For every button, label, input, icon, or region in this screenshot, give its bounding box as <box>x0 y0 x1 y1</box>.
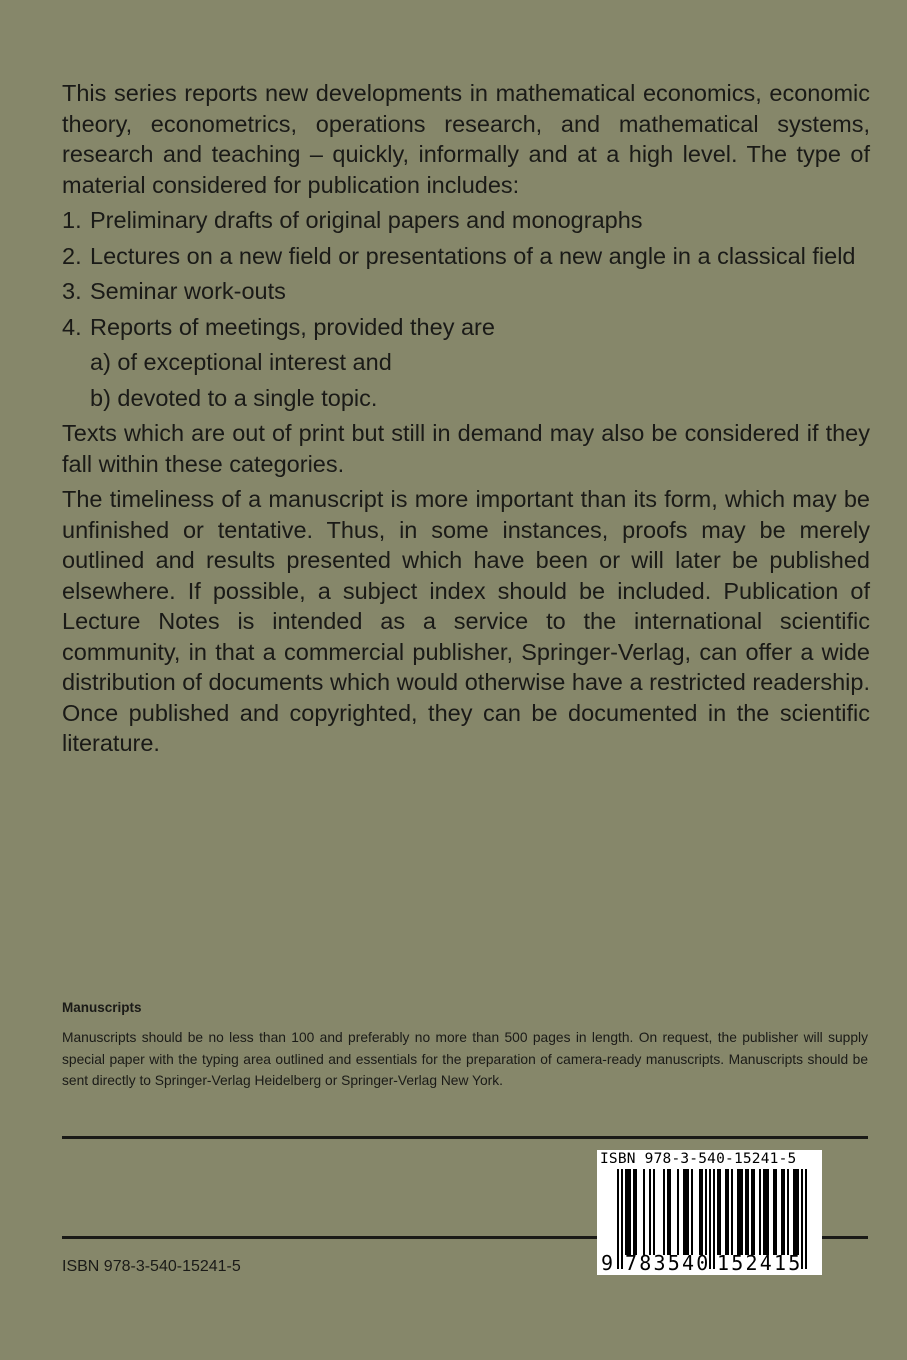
barcode-bar <box>653 1169 655 1255</box>
barcode-bar <box>717 1169 719 1255</box>
barcode-bar <box>625 1169 627 1255</box>
barcode-bar <box>741 1169 743 1255</box>
isbn-footer: ISBN 978-3-540-15241-5 <box>62 1258 241 1275</box>
barcode-bar <box>725 1169 727 1255</box>
barcode-bar <box>663 1169 665 1255</box>
barcode-bar <box>759 1169 761 1255</box>
list-item <box>62 312 870 343</box>
barcode-bar <box>795 1169 797 1255</box>
barcode-bar <box>727 1169 729 1255</box>
barcode-bar <box>667 1169 669 1255</box>
barcode-bar <box>643 1169 645 1255</box>
list-text: Reports of meetings, provided they are <box>90 313 495 340</box>
list-item <box>62 205 870 236</box>
out-of-print-paragraph: Texts which are out of print but still in demand may also be considered if they fall within these categories. <box>62 420 870 477</box>
barcode-bar <box>787 1169 789 1255</box>
barcode-bar <box>781 1169 783 1255</box>
manuscripts-heading: Manuscripts <box>62 1000 142 1015</box>
barcode-bar <box>765 1169 767 1255</box>
list-number: 1. <box>62 207 82 233</box>
barcode-bar <box>719 1169 721 1255</box>
list-number: 2. <box>62 242 82 269</box>
barcode-bar <box>763 1169 765 1255</box>
sub-list-item: b) devoted to a single topic. <box>90 384 378 411</box>
barcode-bar <box>753 1169 755 1255</box>
barcode-bar <box>731 1169 733 1255</box>
list-item <box>62 241 870 272</box>
barcode-digit-group: 783540 <box>625 1251 711 1275</box>
list-item <box>62 276 870 307</box>
barcode-bar <box>751 1169 753 1255</box>
barcode-bar <box>685 1169 687 1255</box>
barcode-bar <box>805 1169 807 1269</box>
divider <box>62 1136 868 1139</box>
barcode-bar <box>649 1169 651 1255</box>
barcode-bar <box>747 1169 749 1255</box>
barcode-bar <box>767 1169 769 1255</box>
list-text: Lectures on a new field or presentations of a new angle in a classical field <box>90 242 856 269</box>
barcode-bar <box>677 1169 679 1255</box>
barcode-bar <box>627 1169 629 1255</box>
timeliness-paragraph: The timeliness of a manuscript is more important than its form, which may be unfinished or tentative. Thus, in some instances, proofs may be merely outlined and results presented which have been or will later be published elsewhere. If possible, a subject index should be included. Publication of Lecture Notes is intended as a service to the international scientific community, in that a commercial publisher, Springer-Verlag, can offer a wide distribution of documents which would otherwise have a restricted readership. Once published and copyrighted, they can be documented in the scientific literature. <box>62 486 870 756</box>
barcode-isbn-label: ISBN 978-3-540-15241-5 <box>600 1151 797 1167</box>
barcode-bar <box>775 1169 777 1255</box>
barcode-bar <box>793 1169 795 1255</box>
barcode-bar <box>687 1169 689 1255</box>
intro-paragraph: This series reports new developments in mathematical economics, economic theory, econometrics, operations research, and mathematical systems, research and teaching – quickly, informally and at a high level. The type of material considered for publication includes: <box>62 80 870 198</box>
barcode-digit-group: 152415 <box>717 1251 803 1275</box>
barcode-bar <box>633 1169 635 1255</box>
barcode-bar <box>773 1169 775 1255</box>
barcode-bar <box>737 1169 739 1255</box>
barcode-bar <box>683 1169 685 1255</box>
barcode-bar <box>745 1169 747 1255</box>
sub-list-item: a) of exceptional interest and <box>90 349 392 375</box>
barcode-bar <box>705 1169 707 1255</box>
barcode-bar <box>701 1169 703 1255</box>
series-description <box>62 78 870 759</box>
barcode-bar <box>713 1169 715 1269</box>
list-text: Preliminary drafts of original papers and monographs <box>90 207 643 233</box>
barcode-bar <box>739 1169 741 1255</box>
barcode-digit-lead: 9 <box>601 1251 614 1275</box>
barcode-bar <box>621 1169 623 1269</box>
list-number: 3. <box>62 278 82 304</box>
barcode-bar <box>797 1169 799 1255</box>
barcode-bar <box>783 1169 785 1255</box>
barcode-bar <box>617 1169 619 1269</box>
barcode-bar <box>629 1169 631 1255</box>
barcode-bar <box>635 1169 637 1255</box>
manuscripts-text: Manuscripts should be no less than 100 and preferably no more than 500 pages in length. On request, the publisher will supply special paper with the typing area outlined and essentials for the preparation of camera-ready manuscripts. Manuscripts should be sent directly to Springer-Verlag Heidelberg or Springer-Verlag New York. <box>62 1030 868 1088</box>
barcode-bar <box>691 1169 693 1255</box>
list-number: 4. <box>62 313 82 340</box>
isbn-barcode <box>597 1150 822 1275</box>
barcode-bar <box>699 1169 701 1255</box>
barcode-bar <box>669 1169 671 1255</box>
list-text: Seminar work-outs <box>90 278 286 304</box>
